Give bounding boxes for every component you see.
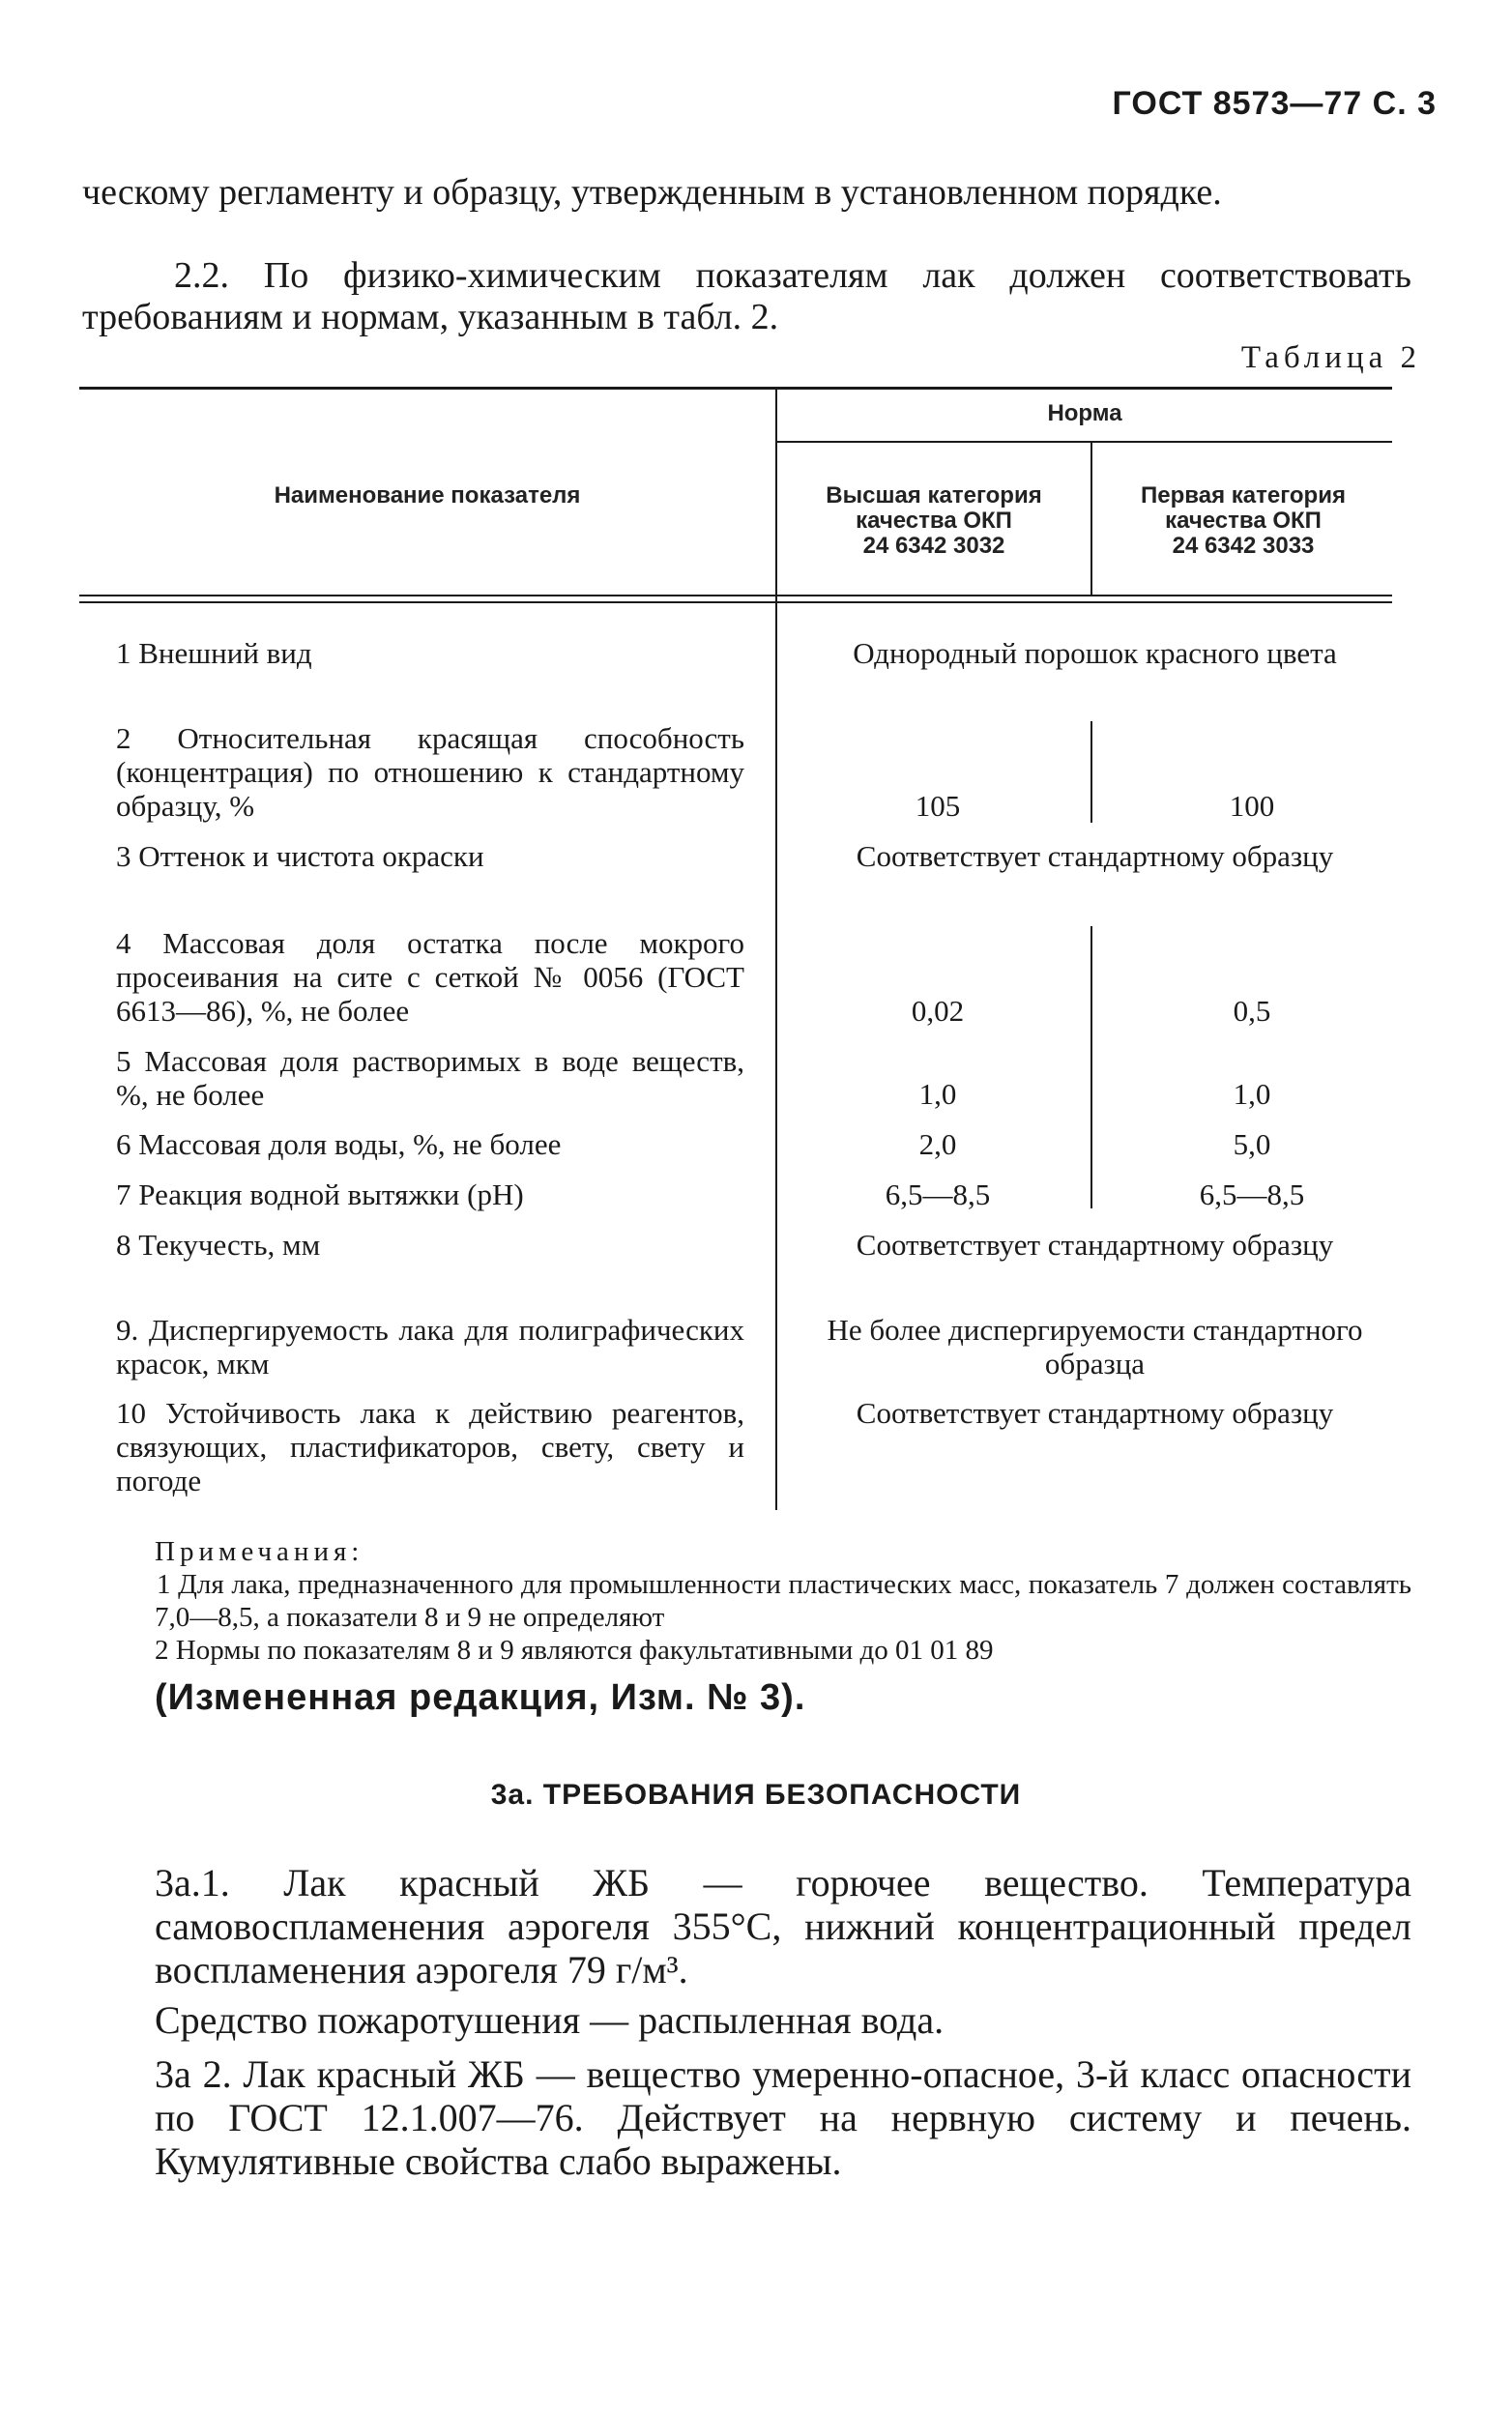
table-row-1-name: 1 Внешний вид <box>116 636 312 670</box>
table-row-3-name: 3 Оттенок и чистота окраски <box>116 839 484 873</box>
table-vertical-rows4-7 <box>1090 926 1092 1208</box>
table-row-2-value-1: 105 <box>915 789 961 823</box>
section-paragraph-1: 3а.1. Лак красный ЖБ — горючее вещество. Температура самовоспламенения аэрогеля 355°С, нижний концентрационный предел воспламенения аэрогеля 79 г/м³. <box>155 1861 1411 1991</box>
table-row-6-name: 6 Массовая доля воды, %, не более <box>116 1127 562 1161</box>
notes-title: Примечания: <box>155 1536 364 1567</box>
table-row-5-value-2: 1,0 <box>1233 1077 1271 1111</box>
table-row-6-value-1: 2,0 <box>918 1127 957 1161</box>
table-row-1-value: Однородный порошок красного цвета <box>853 636 1337 670</box>
table-row-7-value-2: 6,5—8,5 <box>1199 1177 1305 1211</box>
table-vertical-main <box>775 389 777 1510</box>
table-row-9-name: 9. Диспергируемость лака для полиграфических красок, мкм <box>116 1313 744 1381</box>
page-header: ГОСТ 8573—77 С. 3 <box>1112 85 1437 122</box>
section-paragraph-3: 3а 2. Лак красный ЖБ — вещество умеренно-опасное, 3-й класс опасности по ГОСТ 12.1.007—76. Действует на нервную систему и печень. Кумулятивные свойства слабо выражены. <box>155 2052 1411 2183</box>
notes-block <box>155 1535 1411 1667</box>
table-row-10-name: 10 Устойчивость лака к действию реагентов, связующих, пластификаторов, свету, свету и погоде <box>116 1396 744 1497</box>
table-head-rule-2 <box>79 601 1392 603</box>
head-indicator-name: Наименование показателя <box>274 482 581 509</box>
table-norm-rule <box>777 441 1392 443</box>
table-row-8-value: Соответствует стандартному образцу <box>856 1228 1334 1262</box>
table-row-3-value: Соответствует стандартному образцу <box>856 839 1334 873</box>
head-col1: Высшая категория качества ОКП 24 6342 3032 <box>826 482 1042 559</box>
table-row-5-value-1: 1,0 <box>918 1077 957 1111</box>
note-2: 2 Нормы по показателям 8 и 9 являются факультативными до 01 01 89 <box>155 1635 994 1666</box>
table-caption: Таблица 2 <box>1240 340 1421 375</box>
table-row-7-value-1: 6,5—8,5 <box>885 1177 991 1211</box>
head-col2: Первая категория качества ОКП 24 6342 3033 <box>1141 482 1346 559</box>
section-paragraph-2: Средство пожаротушения — распыленная вода. <box>155 1998 945 2042</box>
table-row-2-value-2: 100 <box>1229 789 1275 823</box>
changed-edition: (Измененная редакция, Изм. № 3). <box>155 1677 806 1718</box>
note-1: 1 Для лака, предназначенного для промышленности пластических масс, показатель 7 должен составлять 7,0—8,5, а показатели 8 и 9 не определяют <box>155 1569 1411 1633</box>
head-norm: Норма <box>1047 400 1122 426</box>
table-row-10-value: Соответствует стандартному образцу <box>856 1396 1334 1430</box>
table-row-8-name: 8 Текучесть, мм <box>116 1228 321 1262</box>
table-vertical-head <box>1090 443 1092 595</box>
section-title: 3а. ТРЕБОВАНИЯ БЕЗОПАСНОСТИ <box>490 1779 1022 1811</box>
table-row-4-value-2: 0,5 <box>1233 994 1271 1028</box>
table-row-7-name: 7 Реакция водной вытяжки (рН) <box>116 1177 524 1211</box>
table-row-9-value: Не более диспергируемости стандартного образца <box>827 1313 1363 1381</box>
table-row-2-name: 2 Относительная красящая способность (концентрация) по отношению к стандартному образцу, % <box>116 721 744 823</box>
intro-paragraph-2: 2.2. По физико-химическим показателям лак должен соответствовать требованиям и нормам, указанным в табл. 2. <box>82 255 1411 337</box>
table-head-rule-1 <box>79 595 1392 596</box>
table-row-5-name: 5 Массовая доля растворимых в воде веществ, %, не более <box>116 1044 744 1112</box>
table-row-4-value-1: 0,02 <box>911 994 965 1028</box>
intro-paragraph-1: ческому регламенту и образцу, утвержденным в установленном порядке. <box>82 172 1222 213</box>
table-top-rule <box>79 387 1392 390</box>
table-row-4-name: 4 Массовая доля остатка после мокрого просеивания на сите с сеткой № 0056 (ГОСТ 6613—86), %, не более <box>116 926 744 1028</box>
table-row-6-value-2: 5,0 <box>1233 1127 1271 1161</box>
